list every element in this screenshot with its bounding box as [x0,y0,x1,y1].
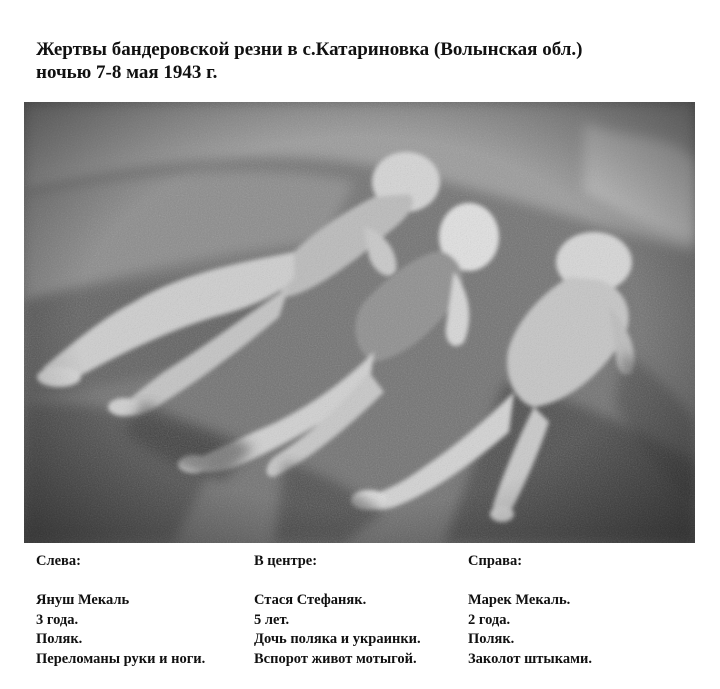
caption-left-heading: Слева: [36,553,81,569]
caption-left-injury: Переломаны руки и ноги. [36,650,206,667]
caption-right-name: Марек Мекаль. [468,592,571,608]
caption-center-age: 5 лет. [254,611,290,628]
title-line-2: ночью 7-8 мая 1943 г. [36,62,218,83]
caption-center-heading: В центре: [254,553,318,569]
caption-right-heading: Справа: [468,553,523,569]
caption-left-age: 3 года. [36,611,79,628]
historical-photograph [24,102,695,543]
caption-center [254,552,421,669]
caption-left [36,552,205,669]
caption-center-nationality: Дочь поляка и украинки. [254,631,421,647]
caption-right [468,552,592,669]
caption-center-name: Стася Стефаняк. [254,592,367,608]
caption-columns [0,552,720,682]
title-line-1: Жертвы бандеровской резни в с.Катариновка (Волынская обл.) [36,39,583,60]
caption-right-nationality: Поляк. [468,631,515,647]
caption-left-name: Януш Мекаль [36,592,130,608]
caption-right-age: 2 года. [468,611,511,628]
document-title [36,38,696,84]
caption-left-nationality: Поляк. [36,631,83,647]
caption-right-injury: Заколот штыками. [468,650,592,667]
caption-center-injury: Вспорот живот мотыгой. [254,650,417,667]
